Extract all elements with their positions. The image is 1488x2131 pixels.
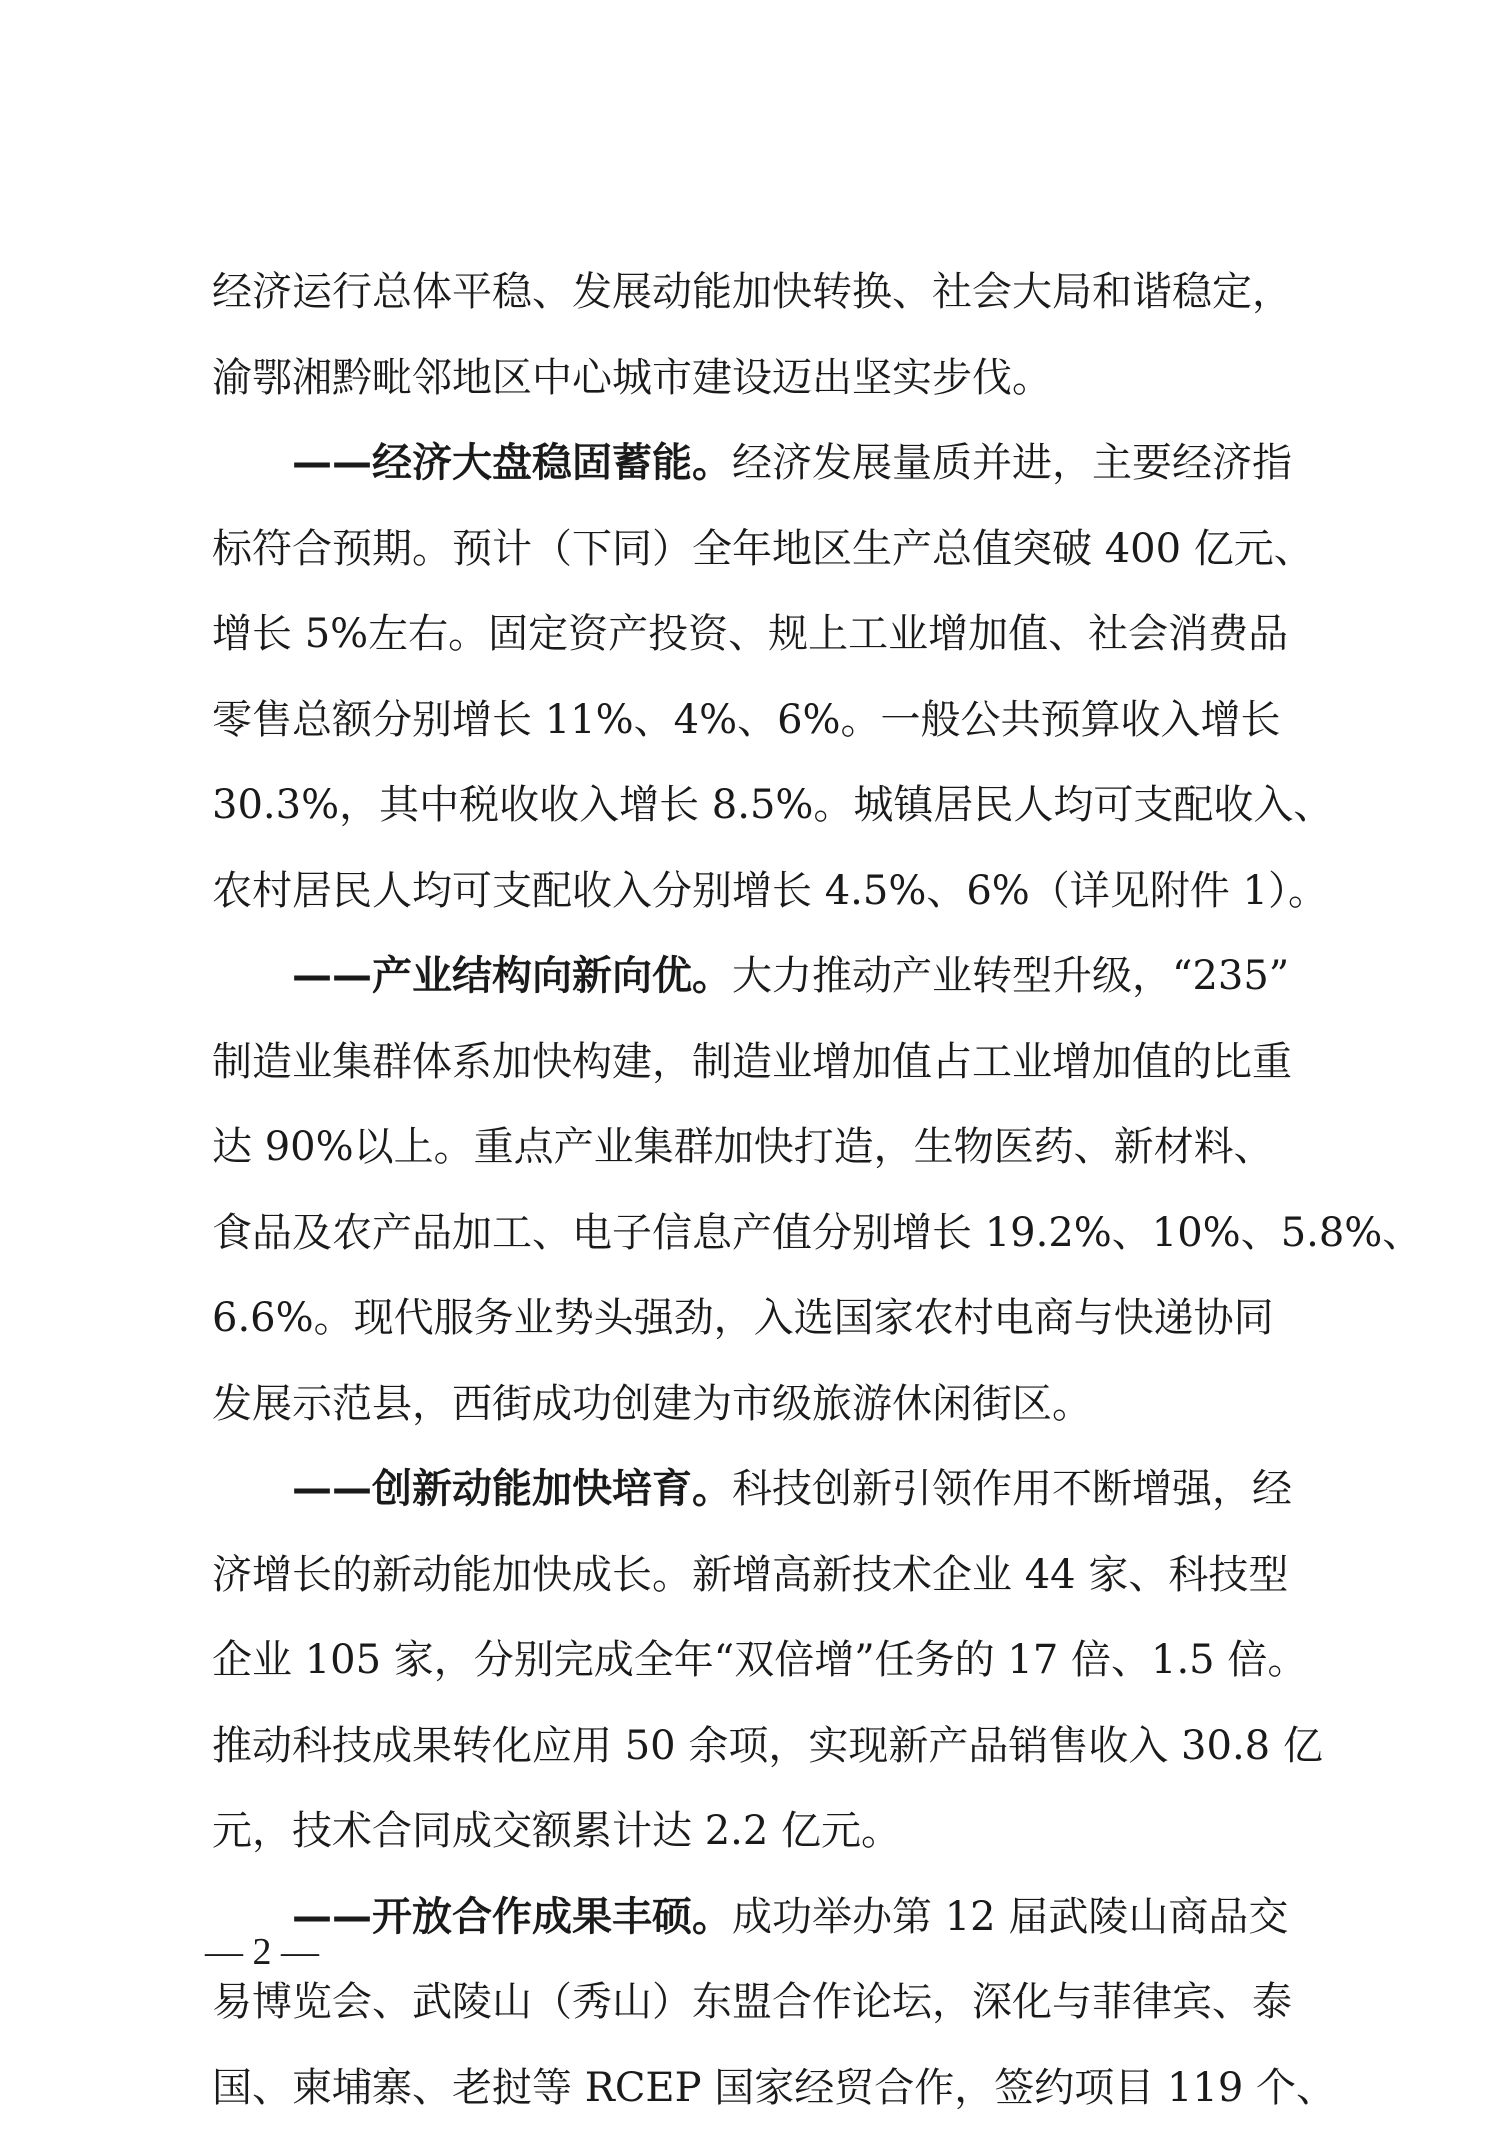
text-run: 成功举办第 12 届武陵山商品交 (732, 1894, 1288, 1940)
text-line: 易博览会、武陵山（秀山）东盟合作论坛，深化与菲律宾、泰 (212, 1960, 1264, 2046)
section-heading: ——创新动能加快培育。 (292, 1466, 732, 1512)
paragraph-first-line (212, 934, 1264, 1020)
text-line: 增长 5%左右。固定资产投资、规上工业增加值、社会消费品 (212, 592, 1264, 678)
text-line: 企业 105 家，分别完成全年“双倍增”任务的 17 倍、1.5 倍。 (212, 1618, 1264, 1704)
text-line: 济增长的新动能加快成长。新增高新技术企业 44 家、科技型 (212, 1533, 1264, 1619)
body-text (212, 250, 1264, 2131)
text-line: 30.3%，其中税收收入增长 8.5%。城镇居民人均可支配收入、 (212, 763, 1264, 849)
page-number: — 2 — (205, 1928, 319, 1976)
text-run: 大力推动产业转型升级，“235” (732, 953, 1289, 999)
text-line: 发展示范县，西街成功创建为市级旅游休闲街区。 (212, 1362, 1264, 1448)
text-line: 达 90%以上。重点产业集群加快打造，生物医药、新材料、 (212, 1105, 1264, 1191)
text-line: 推动科技成果转化应用 50 余项，实现新产品销售收入 30.8 亿 (212, 1704, 1264, 1790)
section-heading: ——开放合作成果丰硕。 (292, 1894, 732, 1940)
text-line: 元，技术合同成交额累计达 2.2 亿元。 (212, 1789, 1264, 1875)
text-line: 标符合预期。预计（下同）全年地区生产总值突破 400 亿元、 (212, 507, 1264, 593)
text-line: 国、柬埔寨、老挝等 RCEP 国家经贸合作，签约项目 119 个、 (212, 2046, 1264, 2131)
paragraph-first-line (212, 421, 1264, 507)
text-run: 科技创新引领作用不断增强，经 (732, 1466, 1292, 1512)
text-line: 零售总额分别增长 11%、4%、6%。一般公共预算收入增长 (212, 678, 1264, 764)
text-line: 6.6%。现代服务业势头强劲，入选国家农村电商与快递协同 (212, 1276, 1264, 1362)
text-run: 经济发展量质并进，主要经济指 (732, 440, 1292, 486)
text-line: 农村居民人均可支配收入分别增长 4.5%、6%（详见附件 1）。 (212, 849, 1264, 935)
paragraph-first-line (212, 1447, 1264, 1533)
text-line: 制造业集群体系加快构建，制造业增加值占工业增加值的比重 (212, 1020, 1264, 1106)
text-line: 渝鄂湘黔毗邻地区中心城市建设迈出坚实步伐。 (212, 336, 1264, 422)
text-line: 经济运行总体平稳、发展动能加快转换、社会大局和谐稳定， (212, 250, 1264, 336)
section-heading: ——产业结构向新向优。 (292, 953, 732, 999)
paragraph-first-line (212, 1875, 1264, 1961)
section-heading: ——经济大盘稳固蓄能。 (292, 440, 732, 486)
text-line: 食品及农产品加工、电子信息产值分别增长 19.2%、10%、5.8%、 (212, 1191, 1264, 1277)
